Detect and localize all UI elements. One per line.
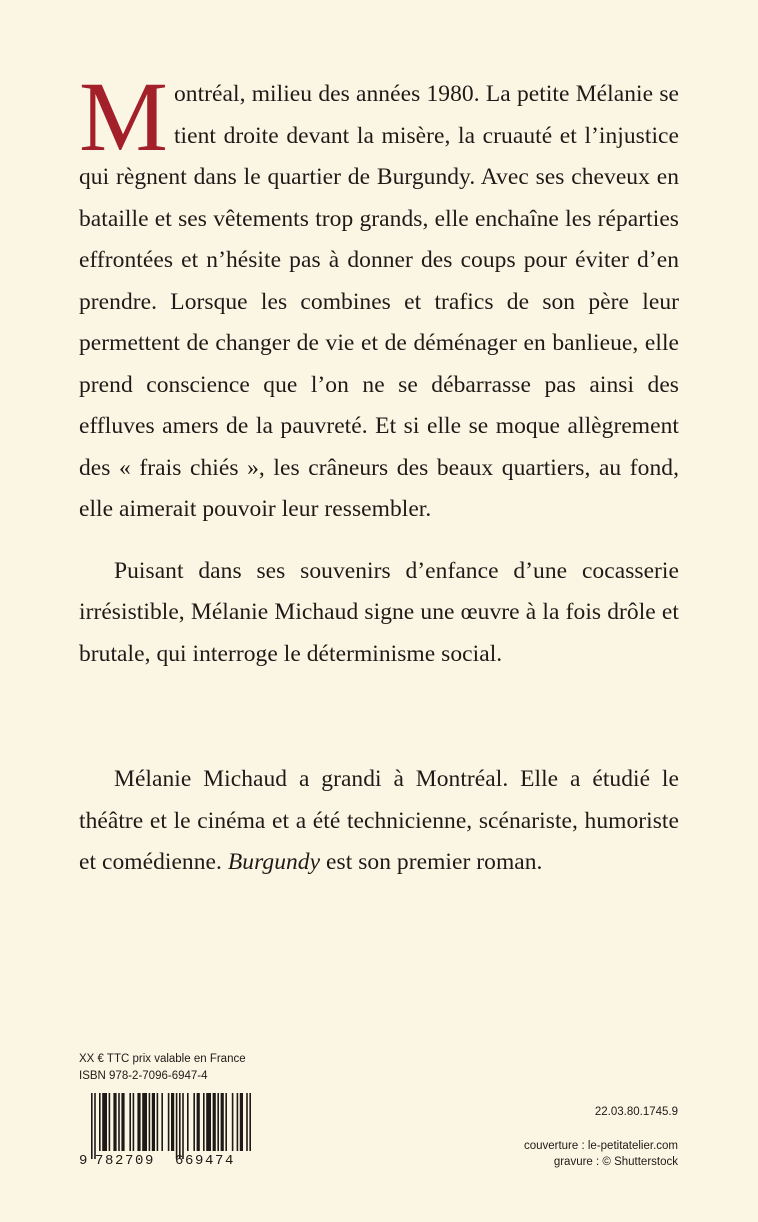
barcode-bar	[187, 1093, 189, 1151]
author-bio-end: est son premier roman.	[320, 849, 543, 875]
price-line: XX € TTC prix valable en France	[79, 1053, 246, 1065]
cover-credit: couverture : le-petitatelier.com	[523, 1140, 678, 1152]
barcode-bar	[221, 1093, 224, 1151]
back-cover-text	[79, 61, 679, 884]
barcode-bar	[225, 1093, 227, 1151]
barcode-bar	[168, 1093, 170, 1151]
barcode-bar	[152, 1093, 155, 1151]
summary-paragraph-2: Puisant dans ses souvenirs d’enfance d’une cocasserie irrésistible, Mélanie Michaud signe une œuvre à la fois drôle et brutale, qui interroge le déterminisme social.	[79, 557, 679, 667]
barcode-bar	[129, 1093, 131, 1151]
barcode-left-group: 782709	[95, 1153, 156, 1169]
barcode-bar	[137, 1093, 140, 1151]
barcode-bar	[249, 1093, 251, 1151]
barcode-bar	[113, 1093, 116, 1151]
barcode-bar	[133, 1093, 135, 1151]
barcode-bar	[94, 1093, 96, 1159]
barcode-bar	[91, 1093, 93, 1159]
barcode-bar	[240, 1093, 243, 1151]
isbn-line: ISBN 978-2-7096-6947-4	[79, 1070, 208, 1082]
barcode-bar	[99, 1093, 101, 1151]
barcode	[79, 1093, 255, 1173]
barcode-bar	[179, 1093, 181, 1159]
barcode-bars	[91, 1093, 255, 1159]
barcode-bar	[182, 1093, 184, 1159]
barcode-bar	[176, 1093, 178, 1159]
barcode-bar	[232, 1093, 234, 1151]
author-bio	[79, 759, 679, 884]
summary-paragraph-1	[79, 61, 679, 531]
barcode-bar	[193, 1093, 195, 1151]
barcode-bar	[197, 1093, 200, 1151]
barcode-right-group: 669474	[175, 1153, 236, 1169]
barcode-bar	[161, 1093, 163, 1151]
author-bio-text: Mélanie Michaud a grandi à Montréal. Elle a étudié le théâtre et le cinéma et a été technicienne, scénariste, humoriste et comédienne.	[79, 766, 679, 875]
engraving-credit: gravure : © Shutterstock	[553, 1156, 678, 1168]
drop-cap: M	[79, 61, 168, 172]
barcode-bar	[237, 1093, 239, 1151]
barcode-bar	[206, 1093, 211, 1151]
barcode-bar	[142, 1093, 147, 1151]
barcode-bar	[109, 1093, 111, 1151]
barcode-bar	[118, 1093, 120, 1151]
summary-paragraph-1-text: ontréal, milieu des années 1980. La petite Mélanie se tient droite devant la misère, la cruauté et l’injustice qui règnent dans le quartier de Burgundy. Avec ses cheveux en bataille et ses vêtements trop grands, elle enchaîne les réparties effrontées et n’hésite pas à donner des coups pour éviter d’en prendre. Lorsque les combines et trafics de son père leur permettent de changer de vie et de déménager en banlieue, elle prend conscience que l’on ne se débarrasse pas ainsi des effluves amers de la pauvreté. Et si elle se moque allègrement des « frais chiés », les crâneurs des beaux quartiers, au fond, elle aimerait pouvoir leur ressembler.	[79, 81, 679, 522]
book-title: Burgundy	[227, 849, 321, 875]
barcode-bar	[121, 1093, 124, 1151]
barcode-bar	[157, 1093, 159, 1151]
barcode-first-digit: 9	[79, 1153, 88, 1169]
barcode-bar	[217, 1093, 219, 1151]
barcode-bar	[102, 1093, 107, 1151]
barcode-bar	[171, 1093, 174, 1151]
barcode-bar	[213, 1093, 216, 1151]
barcode-bar	[203, 1093, 205, 1151]
barcode-bar	[246, 1093, 248, 1151]
product-code: 22.03.80.1745.9	[594, 1106, 678, 1118]
barcode-bar	[149, 1093, 151, 1151]
